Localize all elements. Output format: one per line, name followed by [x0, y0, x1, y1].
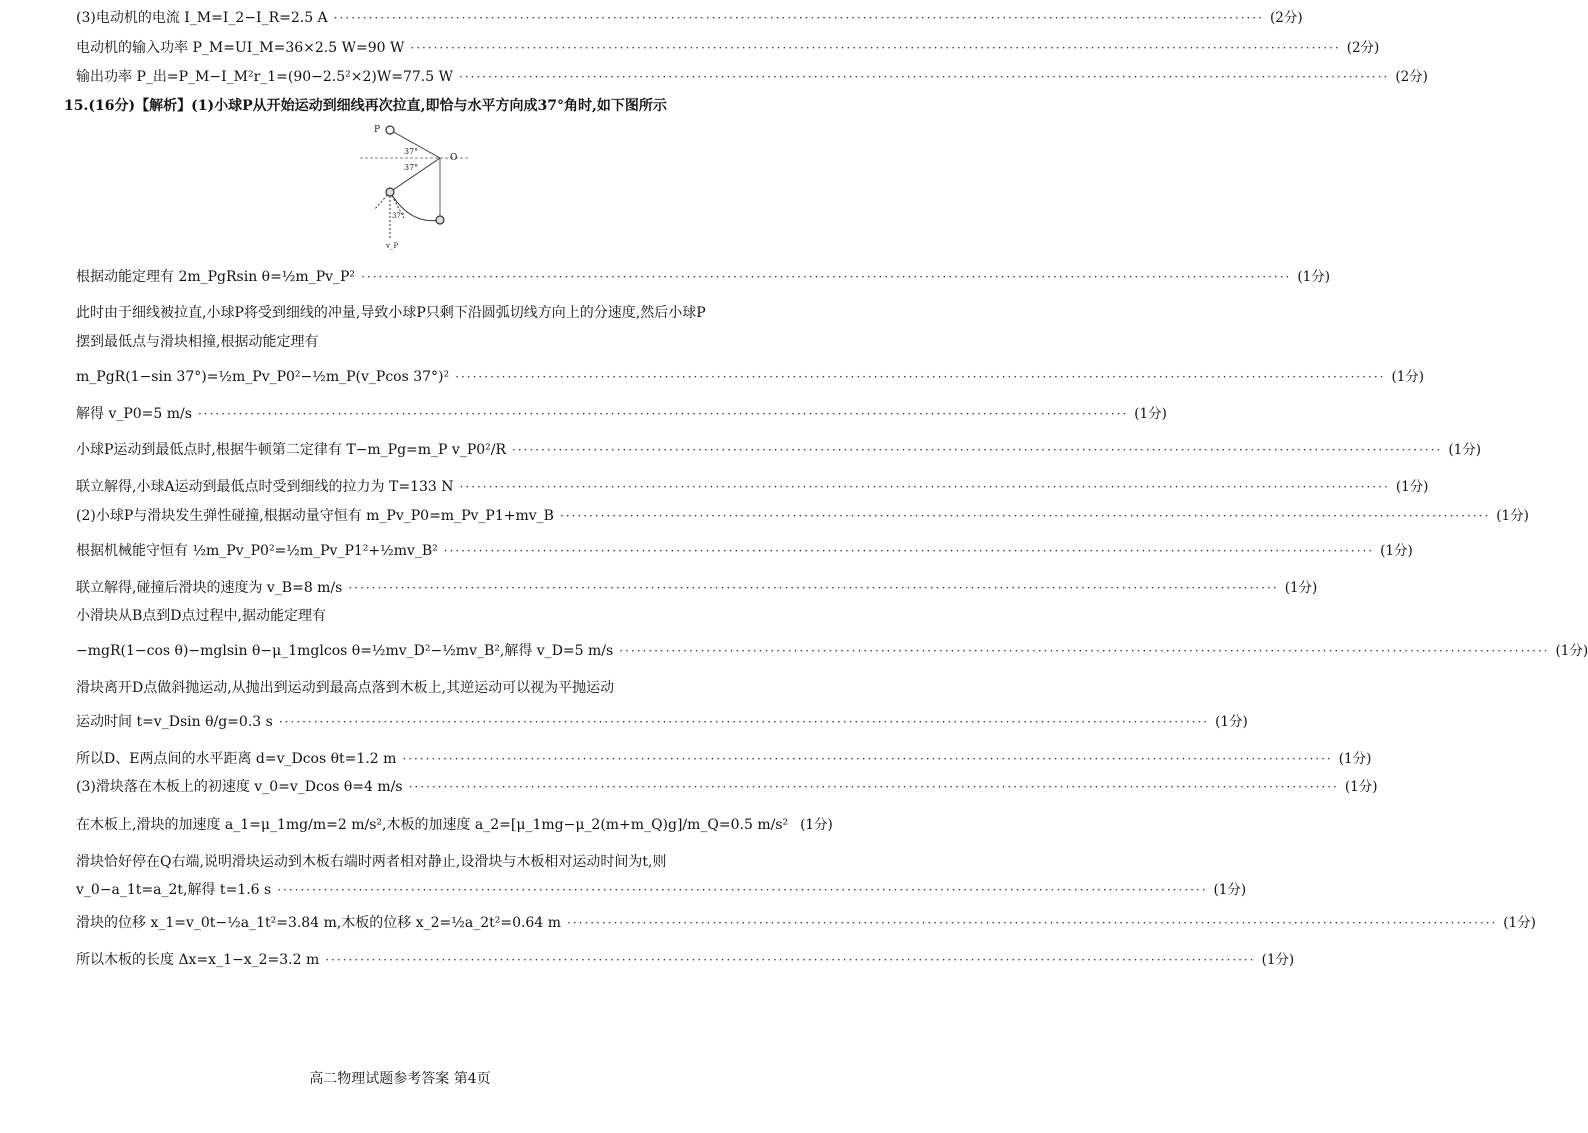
score: (1分): [1555, 643, 1588, 659]
ball-p-taut: [386, 188, 394, 196]
answer-line: [76, 367, 1425, 387]
answer-text: 根据动能定理有 2m_PgRsin θ=½m_Pv_P²: [76, 269, 356, 285]
dot-leader: [348, 578, 1278, 598]
answer-line: [76, 38, 1380, 58]
answer-text: 联立解得,小球A运动到最低点时受到细线的拉力为 T=133 N: [76, 479, 454, 495]
answer-text: 电动机的输入功率 P_M=UI_M=36×2.5 W=90 W: [76, 40, 405, 56]
dot-leader: [334, 8, 1264, 28]
dot-leader: [459, 67, 1389, 87]
score: (1分): [1496, 508, 1529, 524]
dot-leader: [277, 880, 1207, 900]
dot-leader: [567, 913, 1497, 933]
dot-leader: [361, 267, 1291, 287]
answer-line: [76, 477, 1429, 497]
answer-line: [76, 641, 1588, 661]
score: (1分): [1338, 751, 1372, 767]
answer-text: (2)小球P与滑块发生弹性碰撞,根据动量守恒有 m_Pv_P0=m_Pv_P1+mv_B: [76, 508, 554, 524]
answer-text: 滑块恰好停在Q右端,说明滑块运动到木板右端时两者相对静止,设滑块与木板相对运动时间为t,则: [76, 854, 667, 870]
score: (1分): [1391, 369, 1425, 385]
answer-line: [76, 67, 1428, 87]
score: (2分): [1346, 40, 1380, 56]
score: (1分): [1284, 580, 1318, 596]
dot-leader: [409, 777, 1339, 797]
score: (1分): [1395, 479, 1429, 495]
score: (1分): [1134, 406, 1167, 422]
ball-p-start: [386, 126, 394, 134]
dot-leader: [198, 404, 1128, 424]
answer-line: [76, 404, 1167, 424]
score: (2分): [1269, 10, 1303, 26]
label-p: P: [374, 125, 381, 135]
answer-text: (3)滑块落在木板上的初速度 v_0=v_Dcos θ=4 m/s: [76, 779, 403, 795]
answer-line: [76, 267, 1330, 287]
dot-leader: [402, 749, 1332, 769]
answer-text: 摆到最低点与滑块相撞,根据动能定理有: [76, 334, 319, 350]
label-vp: v_P: [386, 242, 399, 250]
score: (1分): [1448, 442, 1481, 458]
score: (1分): [1213, 882, 1247, 898]
question-header: 15.(16分)【解析】(1)小球P从开始运动到细线再次拉直,即恰与水平方向成37°角时,如下图所示: [64, 98, 667, 114]
dot-leader: [560, 506, 1490, 526]
answer-line: [76, 8, 1303, 28]
answer-line: [76, 777, 1378, 797]
answer-text: v_0−a_1t=a_2t,解得 t=1.6 s: [76, 882, 272, 898]
answer-line: [76, 440, 1481, 460]
answer-text: 滑块的位移 x_1=v_0t−½a_1t²=3.84 m,木板的位移 x_2=½a_2t²=0.64 m: [76, 915, 561, 931]
score: (1分): [1380, 543, 1413, 559]
score: (1分): [1297, 269, 1330, 285]
answer-line: [76, 749, 1372, 769]
answer-text: 滑块离开D点做斜抛运动,从抛出到运动到最高点落到木板上,其逆运动可以视为平抛运动: [76, 680, 615, 696]
dot-leader: [512, 440, 1442, 460]
label-angle-mid: 37°: [404, 163, 419, 172]
score: (1分): [1215, 714, 1248, 730]
dot-leader: [619, 641, 1549, 661]
answer-line: [76, 880, 1247, 900]
answer-text: 输出功率 P_出=P_M−I_M²r_1=(90−2.5²×2)W=77.5 W: [76, 69, 454, 85]
answer-text: 小滑块从B点到D点过程中,据动能定理有: [76, 608, 326, 624]
pendulum-figure: [360, 120, 470, 250]
score: (1分): [1261, 952, 1295, 968]
answer-text: 根据机械能守恒有 ½m_Pv_P0²=½m_Pv_P1²+½mv_B²: [76, 543, 438, 559]
answer-text: m_PgR(1−sin 37°)=½m_Pv_P0²−½m_P(v_Pcos 37°)²: [76, 369, 450, 385]
answer-line: [76, 541, 1413, 561]
answer-text: −mgR(1−cos θ)−mglsin θ−μ_1mglcos θ=½mv_D²−½mv_B²,解得 v_D=5 m/s: [76, 643, 614, 659]
dot-leader: [325, 950, 1255, 970]
score: (1分): [800, 817, 833, 833]
answer-text: 所以D、E两点间的水平距离 d=v_Dcos θt=1.2 m: [76, 751, 397, 767]
answer-line: [76, 578, 1318, 598]
dot-leader: [460, 477, 1390, 497]
label-o: O: [450, 153, 458, 163]
answer-line: [76, 950, 1295, 970]
answer-text: 小球P运动到最低点时,根据牛顿第二定律有 T−m_Pg=m_P v_P0²/R: [76, 442, 507, 458]
answer-text: 解得 v_P0=5 m/s: [76, 406, 192, 422]
answer-text: (3)电动机的电流 I_M=I_2−I_R=2.5 A: [76, 10, 328, 26]
answer-line: [76, 712, 1248, 732]
score: (1分): [1344, 779, 1378, 795]
answer-text: 联立解得,碰撞后滑块的速度为 v_B=8 m/s: [76, 580, 343, 596]
score: (1分): [1503, 915, 1536, 931]
dot-leader: [455, 367, 1385, 387]
label-angle-top: 37°: [404, 147, 419, 156]
answer-line: [76, 913, 1536, 933]
answer-text: 运动时间 t=v_Dsin θ/g=0.3 s: [76, 714, 273, 730]
ball-p-bottom: [436, 216, 444, 224]
page-footer: 高二物理试题参考答案 第4页: [309, 1071, 491, 1087]
dot-leader: [444, 541, 1374, 561]
answer-text: 所以木板的长度 Δx=x_1−x_2=3.2 m: [76, 952, 320, 968]
dot-leader: [279, 712, 1209, 732]
answer-line: [76, 815, 833, 835]
dot-leader: [410, 38, 1340, 58]
label-angle-v: 37°: [392, 212, 405, 220]
answer-line: [76, 506, 1529, 526]
answer-text: 在木板上,滑块的加速度 a_1=μ_1mg/m=2 m/s²,木板的加速度 a_2=[μ_1mg−μ_2(m+m_Q)g]/m_Q=0.5 m/s²: [76, 817, 789, 833]
answer-text: 此时由于细线被拉直,小球P将受到细线的冲量,导致小球P只剩下沿圆弧切线方向上的分速度,然后小球P: [76, 305, 706, 321]
score: (2分): [1395, 69, 1428, 85]
